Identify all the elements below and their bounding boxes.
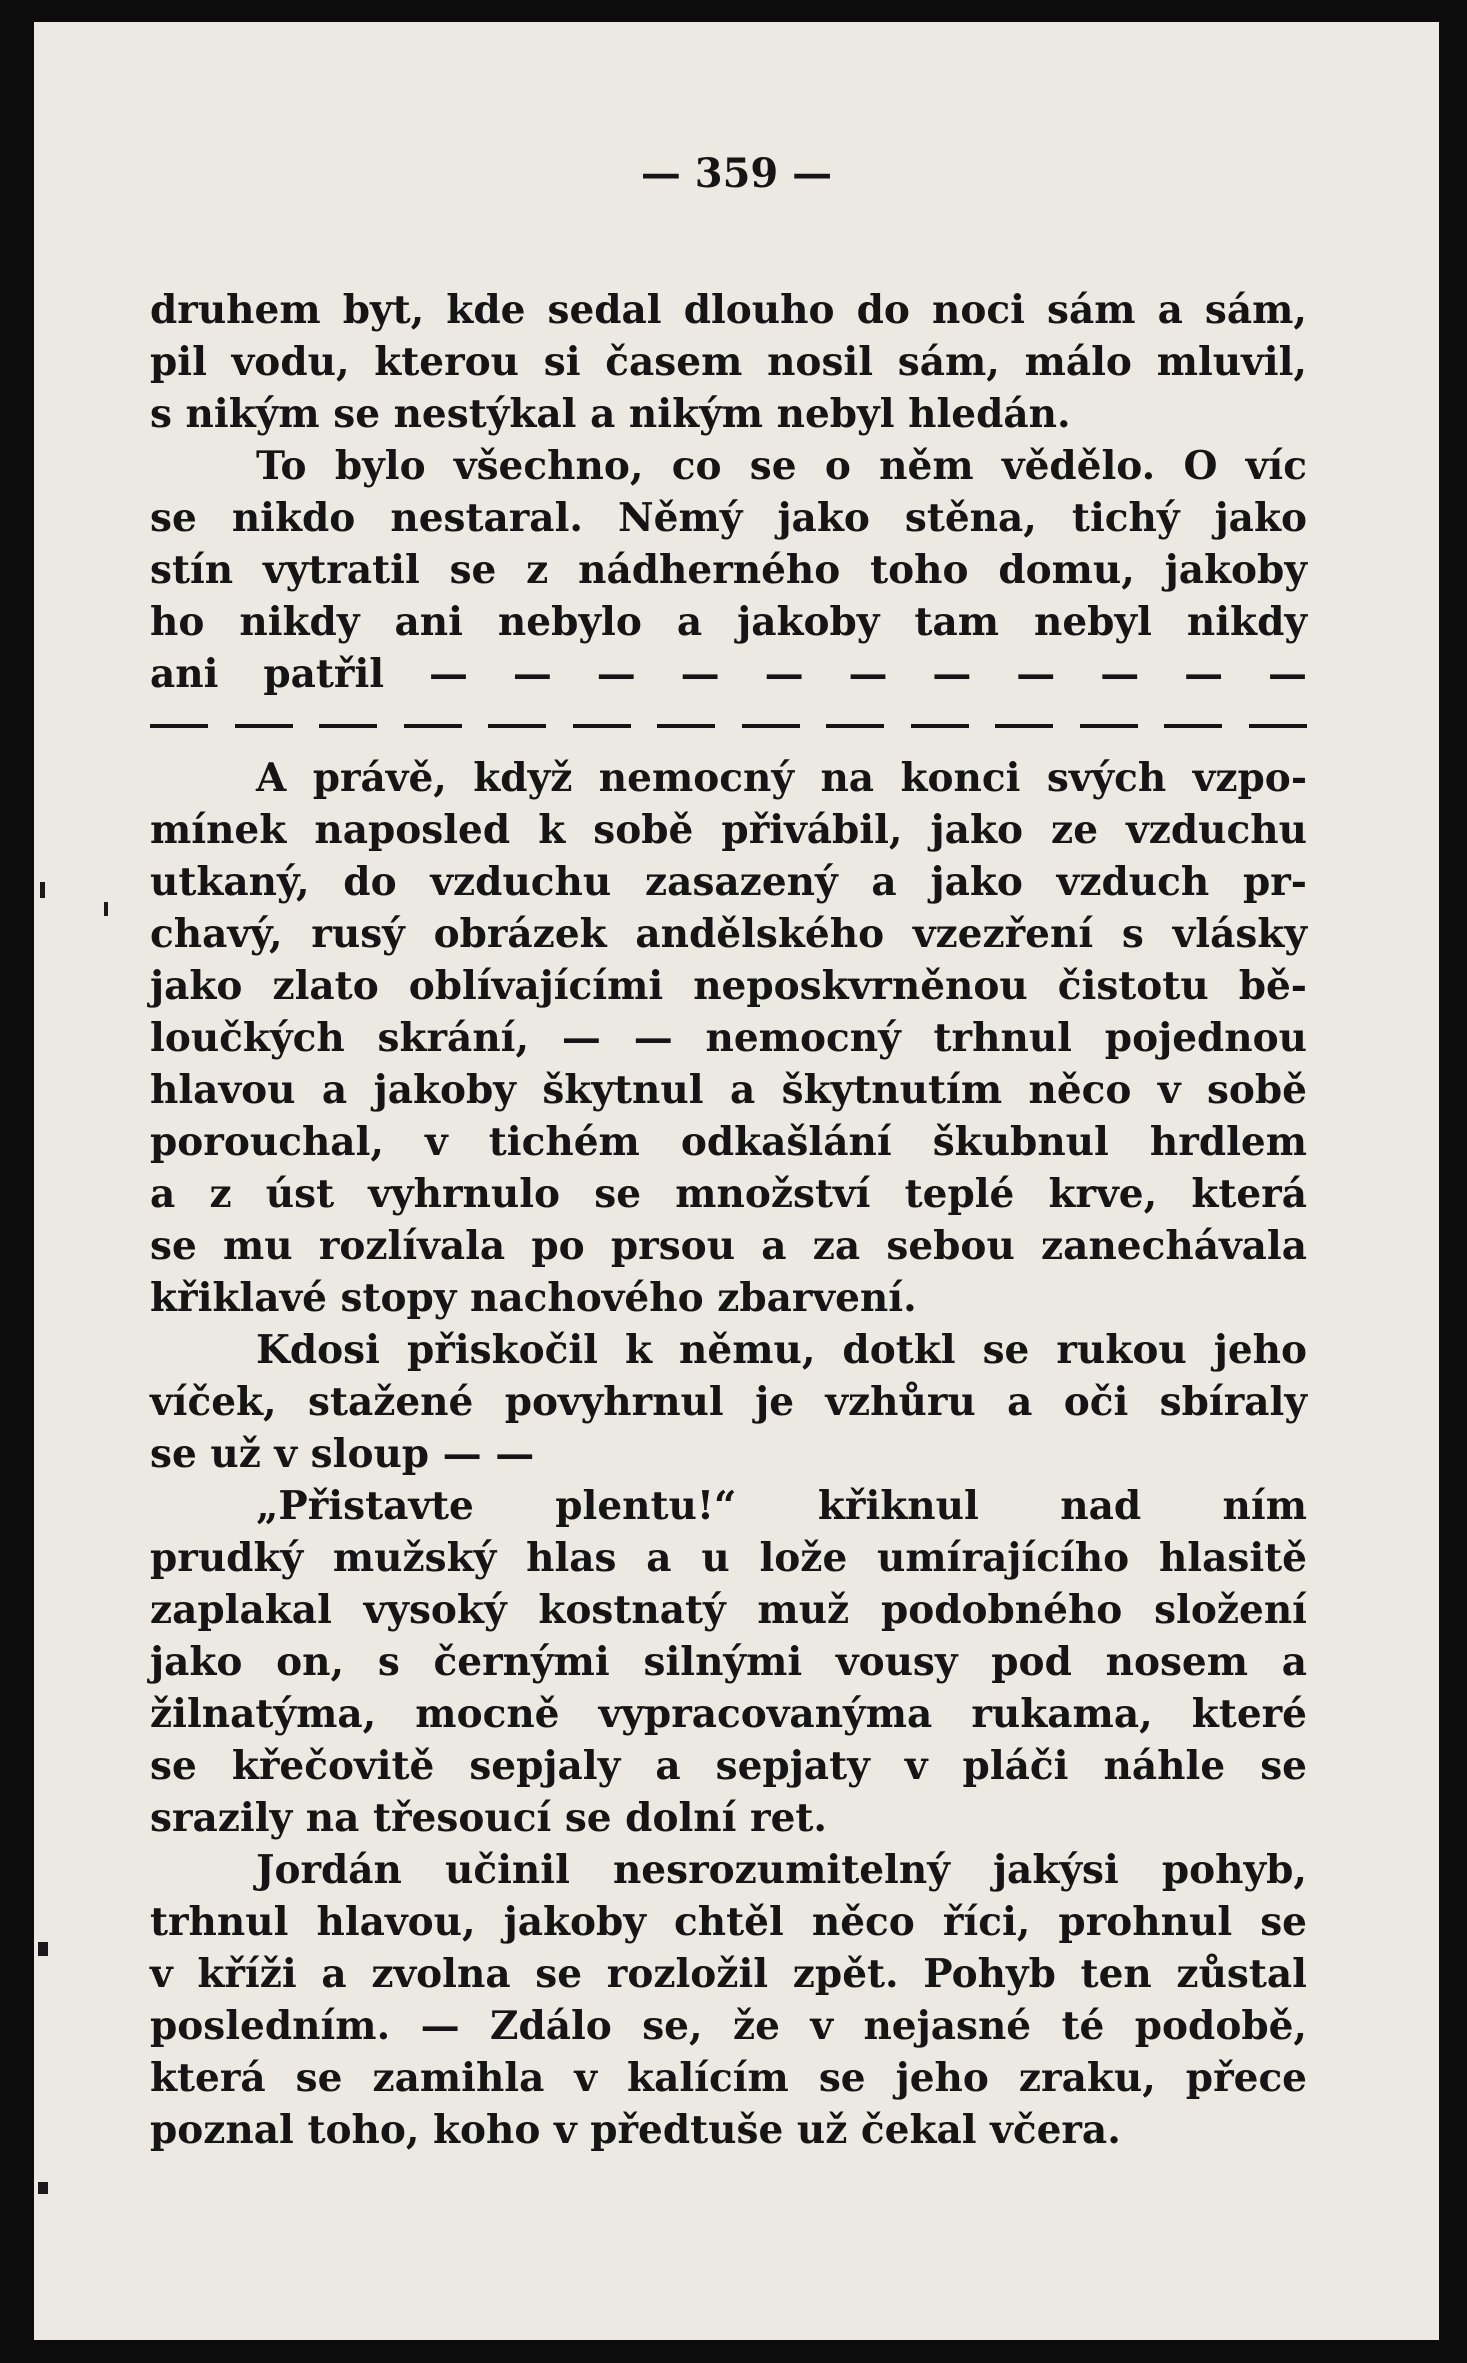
text-line: „Přistavte plentu!“ křiknul nad ním [256, 1483, 1307, 1529]
dash-mark [911, 724, 969, 728]
dash-mark [319, 724, 377, 728]
dash-mark [826, 724, 884, 728]
text-line: srazily na třesoucí se dolní ret. [150, 1795, 827, 1841]
text-line: loučkých skrání, — — nemocný trhnul pojednou [150, 1015, 1307, 1061]
text-line: pil vodu, kterou si časem nosil sám, málo mluvil, [150, 339, 1307, 385]
dash-mark [995, 724, 1053, 728]
text-line: A právě, když nemocný na konci svých vzpo- [256, 755, 1307, 801]
dash-line [150, 700, 1307, 752]
text-line: jako on, s černými silnými vousy pod nosem a [150, 1639, 1307, 1685]
text-line: druhem byt, kde sedal dlouho do noci sám a sám, [150, 287, 1307, 333]
text-line: To bylo všechno, co se o něm vědělo. O víc [256, 443, 1307, 489]
dash-mark [1080, 724, 1138, 728]
text-line: se mu rozlívala po prsou a za sebou zanechávala [150, 1223, 1307, 1269]
dash-mark [404, 724, 462, 728]
text-line: žilnatýma, mocně vypracovanýma rukama, které [150, 1691, 1307, 1737]
text-line: se křečovitě sepjaly a sepjaty v pláči náhle se [150, 1743, 1307, 1789]
page-number: — 359 — [640, 150, 833, 197]
dash-mark [235, 724, 293, 728]
text-line: trhnul hlavou, jakoby chtěl něco říci, prohnul se [150, 1899, 1307, 1945]
dash-mark [488, 724, 546, 728]
book-page [34, 22, 1439, 2340]
ink-speck [38, 1942, 48, 1956]
text-line: jako zlato oblívajícími neposkvrněnou čistotu bě- [150, 963, 1307, 1009]
dash-mark [1249, 724, 1307, 728]
text-line: ho nikdy ani nebylo a jakoby tam nebyl nikdy [150, 599, 1307, 645]
text-line: Jordán učinil nesrozumitelný jakýsi pohyb, [256, 1847, 1307, 1893]
text-line: posledním. — Zdálo se, že v nejasné té podobě, [150, 2003, 1307, 2049]
text-line: mínek naposled k sobě přivábil, jako ze vzduchu [150, 807, 1307, 853]
text-line: utkaný, do vzduchu zasazený a jako vzduch pr- [150, 859, 1307, 905]
text-line: porouchal, v tichém odkašlání škubnul hrdlem [150, 1119, 1307, 1165]
text-line: s nikým se nestýkal a nikým nebyl hledán. [150, 391, 1071, 437]
text-line: Kdosi přiskočil k němu, dotkl se rukou jeho [256, 1327, 1307, 1373]
text-line: chavý, rusý obrázek andělského vzezření s vlásky [150, 911, 1307, 957]
dash-mark [573, 724, 631, 728]
text-line: se nikdo nestaral. Němý jako stěna, tichý jako [150, 495, 1307, 541]
ink-speck [38, 2182, 48, 2194]
text-line: která se zamihla v kalícím se jeho zraku, přece [150, 2055, 1307, 2101]
text-line: víček, stažené povyhrnul je vzhůru a oči sbíraly [150, 1379, 1307, 1425]
text-line: a z úst vyhrnulo se množství teplé krve, která [150, 1171, 1307, 1217]
text-line: se už v sloup — — [150, 1431, 535, 1477]
text-line: ani patřil — — — — — — — — — — — [150, 651, 1307, 697]
text-line: prudký mužský hlas a u lože umírajícího hlasitě [150, 1535, 1307, 1581]
text-line: hlavou a jakoby škytnul a škytnutím něco v sobě [150, 1067, 1307, 1113]
dash-mark [657, 724, 715, 728]
ink-speck [104, 902, 108, 916]
dash-mark [742, 724, 800, 728]
text-line: v kříži a zvolna se rozložil zpět. Pohyb ten zůstal [150, 1951, 1307, 1997]
text-line: zaplakal vysoký kostnatý muž podobného složení [150, 1587, 1307, 1633]
body-text [150, 284, 1307, 2156]
text-line: stín vytratil se z nádherného toho domu, jakoby [150, 547, 1307, 593]
text-line: křiklavé stopy nachového zbarvení. [150, 1275, 917, 1321]
text-line: poznal toho, koho v předtuše už čekal včera. [150, 2107, 1121, 2153]
dash-mark [1164, 724, 1222, 728]
dash-mark [150, 724, 208, 728]
ink-speck [40, 882, 45, 898]
